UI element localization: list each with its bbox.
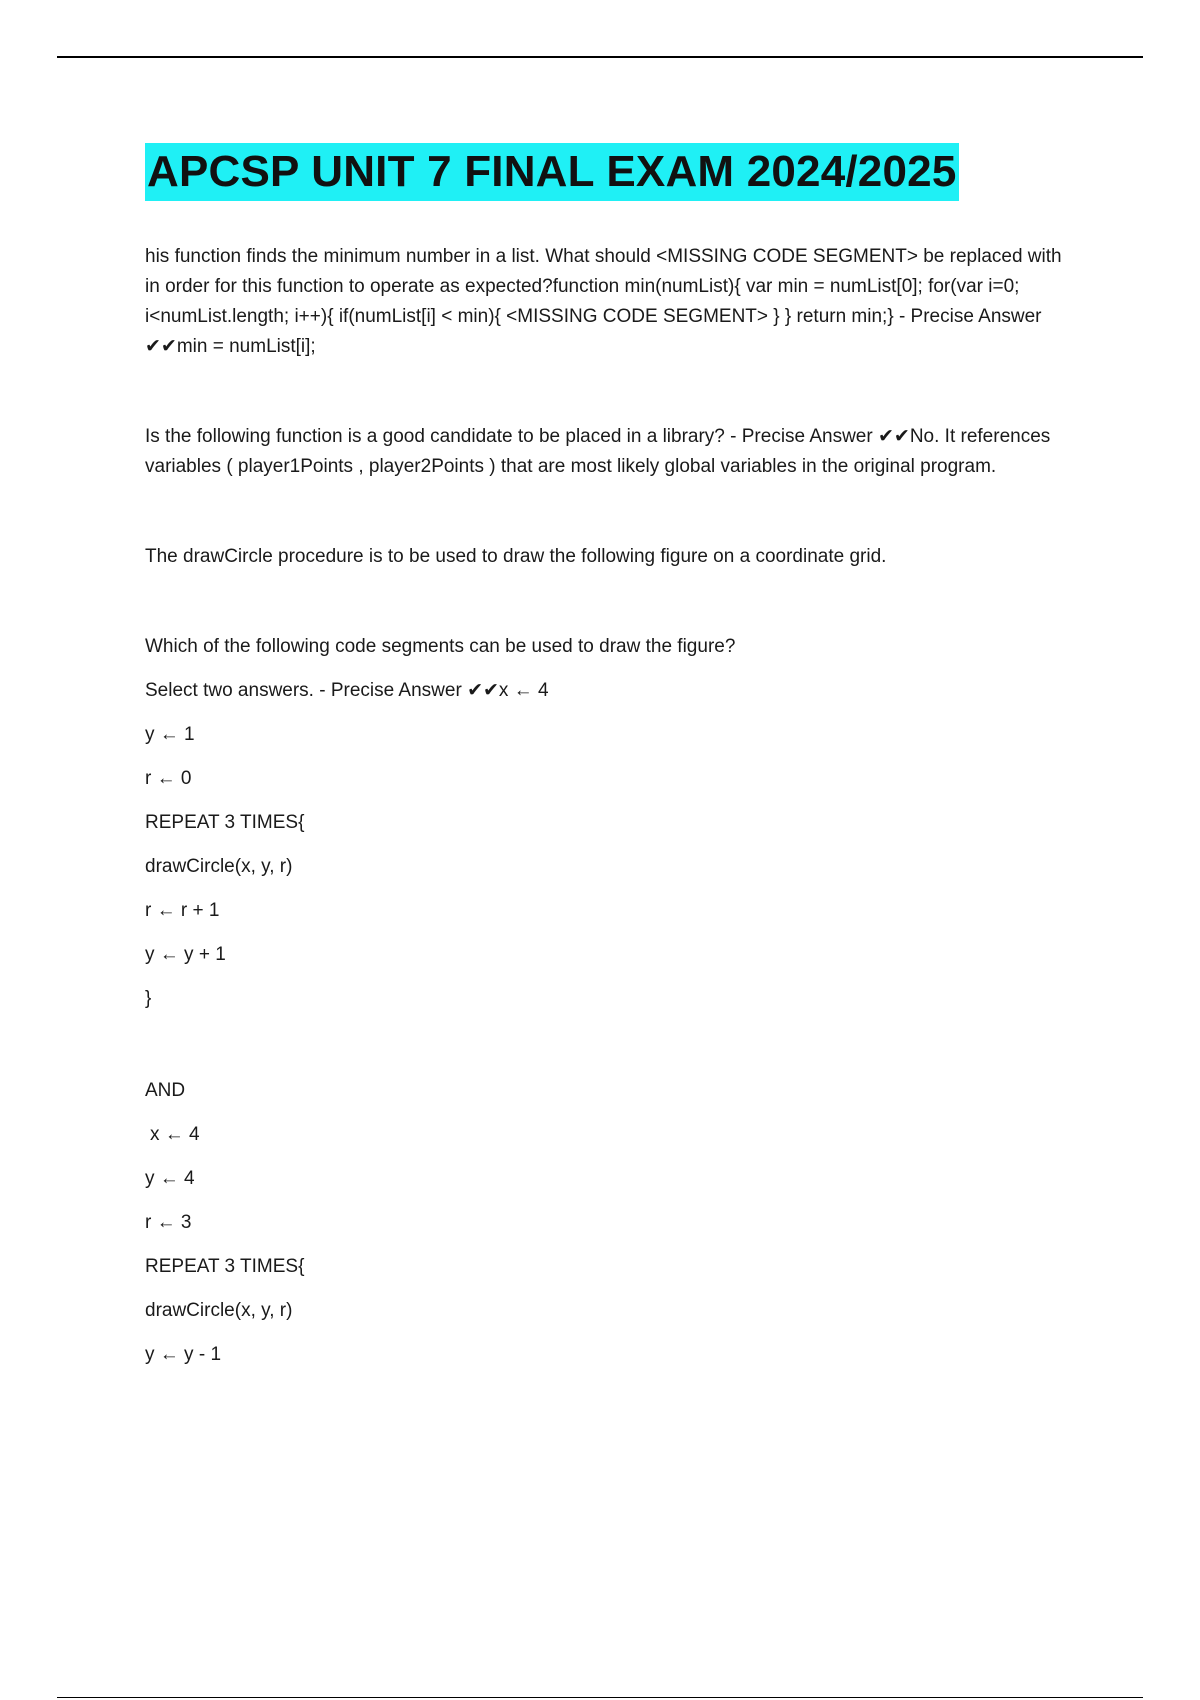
answer-line: Select two answers. - Precise Answer ✔✔x ← 4 <box>145 680 549 701</box>
question-2: Is the following function is a good candidate to be placed in a library? - Precise Answer ✔✔No. It references variables ( player1Points , player2Points ) that are most likely global variables in the original program. <box>145 426 1051 477</box>
question-3: The drawCircle procedure is to be used to draw the following figure on a coordinate grid. <box>145 546 887 567</box>
top-rule <box>57 56 1143 58</box>
question-4: Which of the following code segments can be used to draw the figure? <box>145 636 736 657</box>
page-title: APCSP UNIT 7 FINAL EXAM 2024/2025 <box>145 143 959 201</box>
code-line: r ← 0 <box>145 768 192 789</box>
code-line: REPEAT 3 TIMES{ <box>145 812 305 833</box>
code-line: r ← 3 <box>145 1212 192 1233</box>
code-line: y ← 1 <box>145 724 195 745</box>
code-line: y ← y - 1 <box>145 1344 222 1365</box>
document-body <box>145 143 1075 1370</box>
code-line: y ← 4 <box>145 1168 195 1189</box>
code-line: x ← 4 <box>150 1124 200 1145</box>
code-line: drawCircle(x, y, r) <box>145 856 293 877</box>
and-label: AND <box>145 1080 186 1101</box>
code-line: REPEAT 3 TIMES{ <box>145 1256 305 1277</box>
bottom-rule <box>57 1697 1143 1698</box>
code-line: y ← y + 1 <box>145 944 226 965</box>
question-1: his function finds the minimum number in a list. What should <MISSING CODE SEGMENT> be replaced with in order for this function to operate as expected?function min(numList){ var min = numList[0]; for(var i=0; i<numList.length; i++){ if(numList[i] < min){ <MISSING CODE SEGMENT> } } return min;} - Precise Answer ✔✔min = numList[i]; <box>145 246 1062 357</box>
code-line: } <box>145 988 152 1009</box>
code-line: r ← r + 1 <box>145 900 220 921</box>
code-line: drawCircle(x, y, r) <box>145 1300 293 1321</box>
